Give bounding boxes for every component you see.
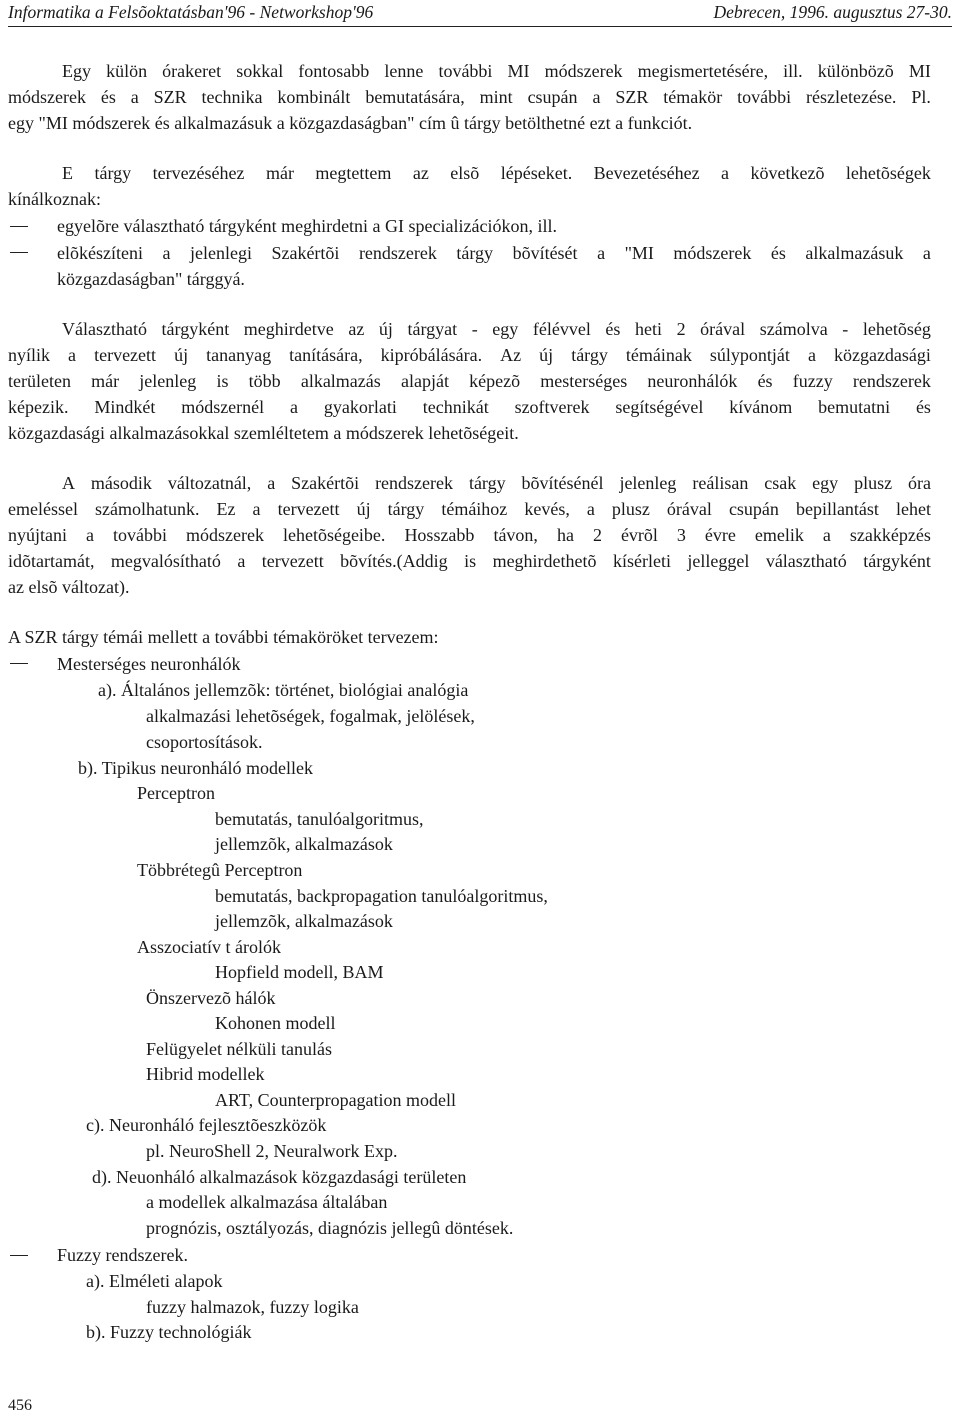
word: távon, (493, 525, 538, 545)
word: Választható (62, 319, 147, 339)
word: fuzzy (792, 371, 833, 391)
word: a (162, 243, 171, 263)
word: a (267, 473, 276, 493)
word: emeléssel (8, 499, 78, 519)
word: egy (812, 473, 839, 493)
word: már (91, 371, 120, 391)
outline-intro: A SZR tárgy témái mellett a további témaköröket tervezem: (8, 627, 439, 647)
word: kipróbálására. (380, 345, 483, 365)
word: alkalmazásuk (805, 243, 904, 263)
word: Szakértõi (291, 473, 360, 493)
outline-item: Kohonen modell (215, 1013, 336, 1033)
header-date-place: Debrecen, 1996. augusztus 27-30. (713, 2, 952, 22)
word: - (842, 319, 849, 339)
word: különbözõ (817, 61, 894, 81)
paragraph-4-line-2 (8, 498, 931, 520)
paragraph-4-line-4 (8, 550, 931, 572)
word: a (68, 345, 77, 365)
word: 2 (676, 319, 686, 339)
bullet-dash (10, 252, 28, 253)
word: nyílik (8, 345, 51, 365)
word: lehetõségeibe. (282, 525, 386, 545)
word: tervezett (277, 499, 340, 519)
word: megtettem (315, 163, 392, 183)
word: technikát (422, 397, 489, 417)
outline-item: b). Fuzzy technológiák (86, 1322, 252, 1342)
word: lehetõség (862, 319, 931, 339)
word: módszerek (186, 525, 264, 545)
outline-heading-fuzzy: Fuzzy rendszerek. (57, 1245, 188, 1265)
word: területen (8, 371, 71, 391)
page-number: 456 (8, 1397, 32, 1414)
paragraph-2-line-2: kínálkoznak: (8, 189, 101, 209)
word: Mindkét (94, 397, 156, 417)
word: órával (700, 319, 746, 339)
word: közgazdasági (833, 345, 931, 365)
word: tanítására, (289, 345, 363, 365)
paragraph-3-line-3 (8, 370, 931, 392)
word: Hosszabb (404, 525, 475, 545)
outline-item: bemutatás, backpropagation tanulóalgoritmus, (215, 886, 548, 906)
word: módszerek (544, 61, 623, 81)
paragraph-4-line-5: az elsõ változat). (8, 577, 130, 597)
word: csak (764, 473, 797, 493)
word: további (438, 61, 493, 81)
word: és (757, 371, 773, 391)
word: az (412, 163, 429, 183)
word: csupán (728, 499, 779, 519)
word: MI (507, 61, 530, 81)
word: a (592, 87, 601, 107)
word: jelenlegi (189, 243, 252, 263)
outline-item: ART, Counterpropagation modell (215, 1090, 457, 1110)
bullet-item-1: egyelõre választható tárgyként meghirdetni a GI specializációkon, ill. (57, 216, 557, 236)
word: plusz (854, 473, 893, 493)
word: és (100, 87, 116, 107)
paragraph-3-line-1 (62, 318, 931, 340)
outline-item: Felügyelet nélküli tanulás (146, 1039, 332, 1059)
word: fontosabb (298, 61, 370, 81)
word: módszerek (8, 87, 86, 107)
word: nyújtani (8, 525, 67, 545)
running-header (8, 0, 952, 27)
outline-item: d). Neuonháló alkalmazások közgazdasági területen (92, 1167, 467, 1187)
word: MI (908, 61, 931, 81)
word: súlypontját (709, 345, 790, 365)
outline-item: alkalmazási lehetõségek, fogalmak, jelölések, (146, 706, 475, 726)
word: sokkal (236, 61, 284, 81)
word: rendszerek (358, 243, 437, 263)
paragraph-3-line-5: közgazdasági alkalmazásokkal szemléltetem a módszerek lehetõségeit. (8, 423, 519, 443)
outline-heading-neural: Mesterséges neuronhálók (57, 654, 241, 674)
word: tervezéséhez (152, 163, 245, 183)
header-conference: Informatika a Felsõoktatásban'96 - Networkshop'96 (8, 2, 374, 22)
word: gyakorlati (323, 397, 397, 417)
outline-item: Hibrid modellek (146, 1064, 265, 1084)
word: bõvítésénél (521, 473, 604, 493)
word: lenne (384, 61, 424, 81)
word: további (737, 87, 792, 107)
word: SZR (153, 87, 187, 107)
word: a (922, 243, 931, 263)
paragraph-3-line-4 (8, 396, 931, 418)
word: a (721, 163, 730, 183)
word: ha (556, 525, 574, 545)
word: bepillantást (795, 499, 879, 519)
word: kísérleti (612, 551, 671, 571)
word: heti (635, 319, 662, 339)
outline-item: Asszociatív t árolók (137, 937, 281, 957)
word: tárgy (468, 473, 506, 493)
word: kívánom (729, 397, 793, 417)
outline-item: pl. NeuroShell 2, Neuralwork Exp. (146, 1141, 398, 1161)
word: csupán (527, 87, 578, 107)
word: megvalósítható (110, 551, 221, 571)
word: órával (666, 499, 712, 519)
word: a (807, 345, 816, 365)
word: neuronhálók (647, 371, 738, 391)
paragraph-1-line-1 (62, 60, 931, 82)
word: a (822, 525, 831, 545)
word: emelik (754, 525, 804, 545)
word: elõkészíteni (57, 243, 143, 263)
word: bõvítés.(Addig (340, 551, 448, 571)
word: szakképzés (849, 525, 931, 545)
bullet-dash (10, 1255, 28, 1256)
word: képezik. (8, 397, 69, 417)
word: tárgy (571, 345, 608, 365)
word: jelenleg (619, 473, 677, 493)
word: tervezett (94, 345, 157, 365)
word: rendszerek (375, 473, 454, 493)
outline-item: a modellek alkalmazása általában (146, 1192, 388, 1212)
word: a (290, 397, 299, 417)
word: témáinak (625, 345, 692, 365)
word: új (356, 499, 371, 519)
word: tárgyként (161, 319, 230, 339)
outline-item: jellemzõk, alkalmazások (215, 911, 393, 931)
word: A (62, 473, 75, 493)
word: az (348, 319, 365, 339)
outline-item: a). Elméleti alapok (86, 1271, 223, 1291)
word: és (915, 397, 931, 417)
word: szoftverek (514, 397, 590, 417)
word: témáihoz (441, 499, 508, 519)
word: Bevezetéséhez (593, 163, 700, 183)
word: - (471, 319, 478, 339)
word: mint (479, 87, 513, 107)
word: második (90, 473, 152, 493)
paragraph-4-line-3 (8, 524, 931, 546)
word: kombinált (277, 87, 351, 107)
word: a (237, 551, 246, 571)
word: technika (201, 87, 263, 107)
word: további (113, 525, 167, 545)
word: bõvítését (512, 243, 578, 263)
paragraph-3-line-2 (8, 344, 931, 366)
word: 2 (592, 525, 602, 545)
word: Az (500, 345, 522, 365)
outline-item: Önszervezõ hálók (146, 988, 276, 1008)
outline-item: Perceptron (137, 783, 215, 803)
word: következõ (750, 163, 825, 183)
word: mesterséges (540, 371, 628, 391)
word: Egy (62, 61, 91, 81)
outline-item: jellemzõk, alkalmazások (215, 834, 393, 854)
word: alapját (400, 371, 449, 391)
word: tárgy (456, 243, 494, 263)
word: új (539, 345, 554, 365)
outline-item: b). Tipikus neuronháló modellek (78, 758, 313, 778)
word: változatnál, (167, 473, 252, 493)
word: a (586, 499, 595, 519)
paragraph-2-line-1 (62, 162, 931, 184)
word: módszernél (181, 397, 265, 417)
word: is (464, 551, 477, 571)
word: kevés, (524, 499, 570, 519)
word: tervezett (261, 551, 324, 571)
word: Pl. (911, 87, 931, 107)
outline-item: csoportosítások. (146, 732, 263, 752)
word: jelleggel (687, 551, 750, 571)
word: rendszerek (852, 371, 931, 391)
word: reálisan (692, 473, 749, 493)
bullet-item-2 (57, 242, 931, 264)
word: óra (907, 473, 931, 493)
outline-item: Többrétegû Perceptron (137, 860, 303, 880)
word: félévvel (532, 319, 591, 339)
paragraph-4-line-1 (62, 472, 931, 494)
word: is (216, 371, 229, 391)
word: meghirdethetõ (492, 551, 597, 571)
word: már (265, 163, 294, 183)
word: tárgy (387, 499, 425, 519)
word: külön (106, 61, 148, 81)
paragraph-1-line-3: egy "MI módszerek és alkalmazásuk a közgazdaságban" cím û tárgy betölthetné ezt a funkciót. (8, 113, 693, 133)
word: több (248, 371, 281, 391)
word: lehetõségek (845, 163, 931, 183)
word: évre (704, 525, 736, 545)
word: ill. (783, 61, 803, 81)
word: a (597, 243, 606, 263)
word: tárgyként (863, 551, 931, 571)
outline-item: fuzzy halmazok, fuzzy logika (146, 1297, 359, 1317)
word: órakeret (162, 61, 222, 81)
word: jelenleg (139, 371, 197, 391)
word: lépéseket. (500, 163, 573, 183)
word: új (378, 319, 393, 339)
word: évrõl (620, 525, 658, 545)
outline-item: bemutatás, tanulóalgoritmus, (215, 809, 424, 829)
word: elsõ (450, 163, 480, 183)
word: számolhatunk. (95, 499, 200, 519)
word: a (86, 525, 94, 545)
paragraph-1-line-2 (8, 86, 931, 108)
word: bemutatni (818, 397, 891, 417)
outline-item: c). Neuronháló fejlesztõeszközök (86, 1115, 327, 1135)
word: részletezése. (806, 87, 897, 107)
word: tárgy (94, 163, 132, 183)
word: Ez (216, 499, 236, 519)
outline-item: Hopfield modell, BAM (215, 962, 384, 982)
word: tárgyat (407, 319, 458, 339)
word: segítségével (615, 397, 704, 417)
word: tananyag (206, 345, 272, 365)
word: "MI (624, 243, 654, 263)
outline-item: prognózis, osztályozás, diagnózis jellegû döntések. (146, 1218, 514, 1238)
word: a (252, 499, 261, 519)
word: számolva (759, 319, 828, 339)
word: alkalmazás (300, 371, 381, 391)
bullet-item-2-cont: közgazdaságban" tárggyá. (57, 269, 245, 289)
word: idõtartamát, (8, 551, 95, 571)
word: SZR (615, 87, 649, 107)
bullet-dash (10, 663, 28, 664)
word: a (130, 87, 139, 107)
word: módszerek (673, 243, 752, 263)
word: bemutatására, (365, 87, 465, 107)
bullet-dash (10, 226, 28, 227)
word: témakör (663, 87, 723, 107)
word: lehet (895, 499, 931, 519)
word: plusz (611, 499, 650, 519)
word: meghirdetve (243, 319, 334, 339)
word: és (770, 243, 786, 263)
word: megismertetésére, (637, 61, 769, 81)
word: és (605, 319, 621, 339)
word: új (174, 345, 189, 365)
word: E (62, 163, 73, 183)
word: egy (492, 319, 519, 339)
word: Szakértõi (271, 243, 340, 263)
outline-item: a). Általános jellemzõk: történet, biológiai analógia (98, 680, 469, 700)
word: választható (765, 551, 847, 571)
word: 3 (676, 525, 686, 545)
word: képezõ (469, 371, 521, 391)
